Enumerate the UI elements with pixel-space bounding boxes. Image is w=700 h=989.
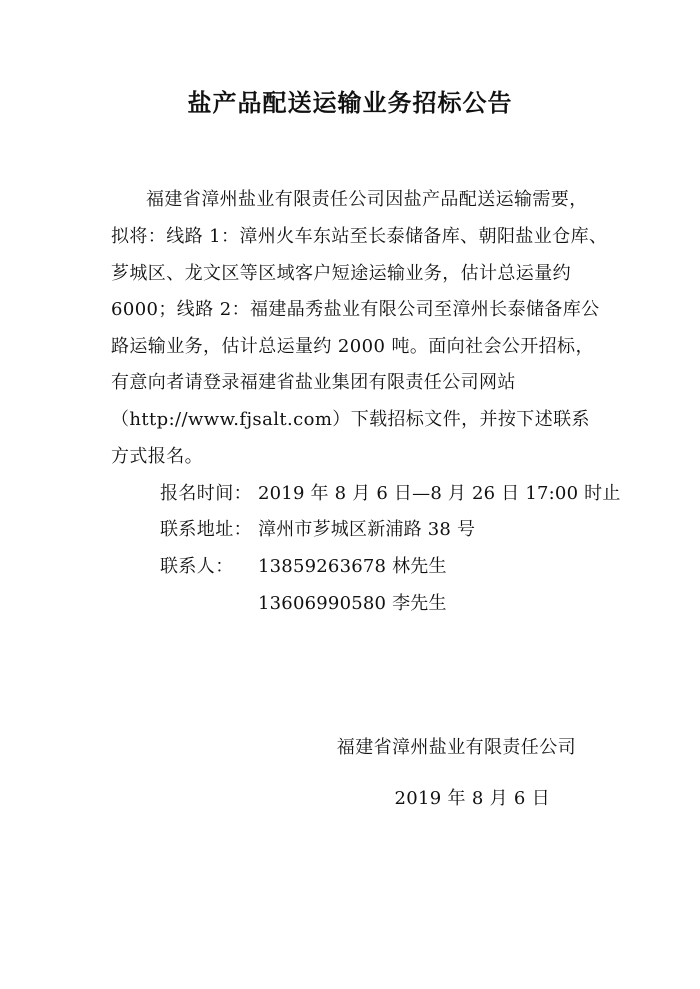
company-signature: 福建省漳州盐业有限责任公司 bbox=[336, 737, 576, 758]
contact-person-second: 13606990580 李先生 bbox=[258, 593, 447, 614]
body-line-7: （http://www.fjsalt.com）下载招标文件，并按下述联系 bbox=[111, 409, 590, 430]
contact-address-value: 漳州市芗城区新浦路 38 号 bbox=[258, 519, 476, 540]
body-line-4: 6000；线路 2：福建晶秀盐业有限公司至漳州长泰储备库公 bbox=[111, 299, 600, 320]
contact-address-label: 联系地址： bbox=[160, 519, 252, 540]
body-line-6: 有意向者请登录福建省盐业集团有限责任公司网站 bbox=[111, 372, 516, 393]
registration-time-value: 2019 年 8 月 6 日—8 月 26 日 17:00 时止 bbox=[258, 483, 621, 504]
body-line-5: 路运输业务，估计总运量约 2000 吨。面向社会公开招标， bbox=[111, 336, 594, 357]
notice-date: 2019 年 8 月 6 日 bbox=[394, 788, 550, 809]
notice-title: 盐产品配送运输业务招标公告 bbox=[187, 89, 513, 117]
contact-person-label: 联系人： bbox=[160, 556, 234, 577]
contact-person-first: 13859263678 林先生 bbox=[258, 556, 447, 577]
body-line-8: 方式报名。 bbox=[111, 446, 203, 467]
body-line-3: 芗城区、龙文区等区域客户短途运输业务，估计总运量约 bbox=[111, 263, 571, 284]
body-line-2: 拟将：线路 1：漳州火车东站至长泰储备库、朝阳盐业仓库、 bbox=[111, 226, 608, 247]
body-line-1: 福建省漳州盐业有限责任公司因盐产品配送运输需要， bbox=[146, 189, 588, 210]
registration-time-label: 报名时间： bbox=[160, 483, 252, 504]
